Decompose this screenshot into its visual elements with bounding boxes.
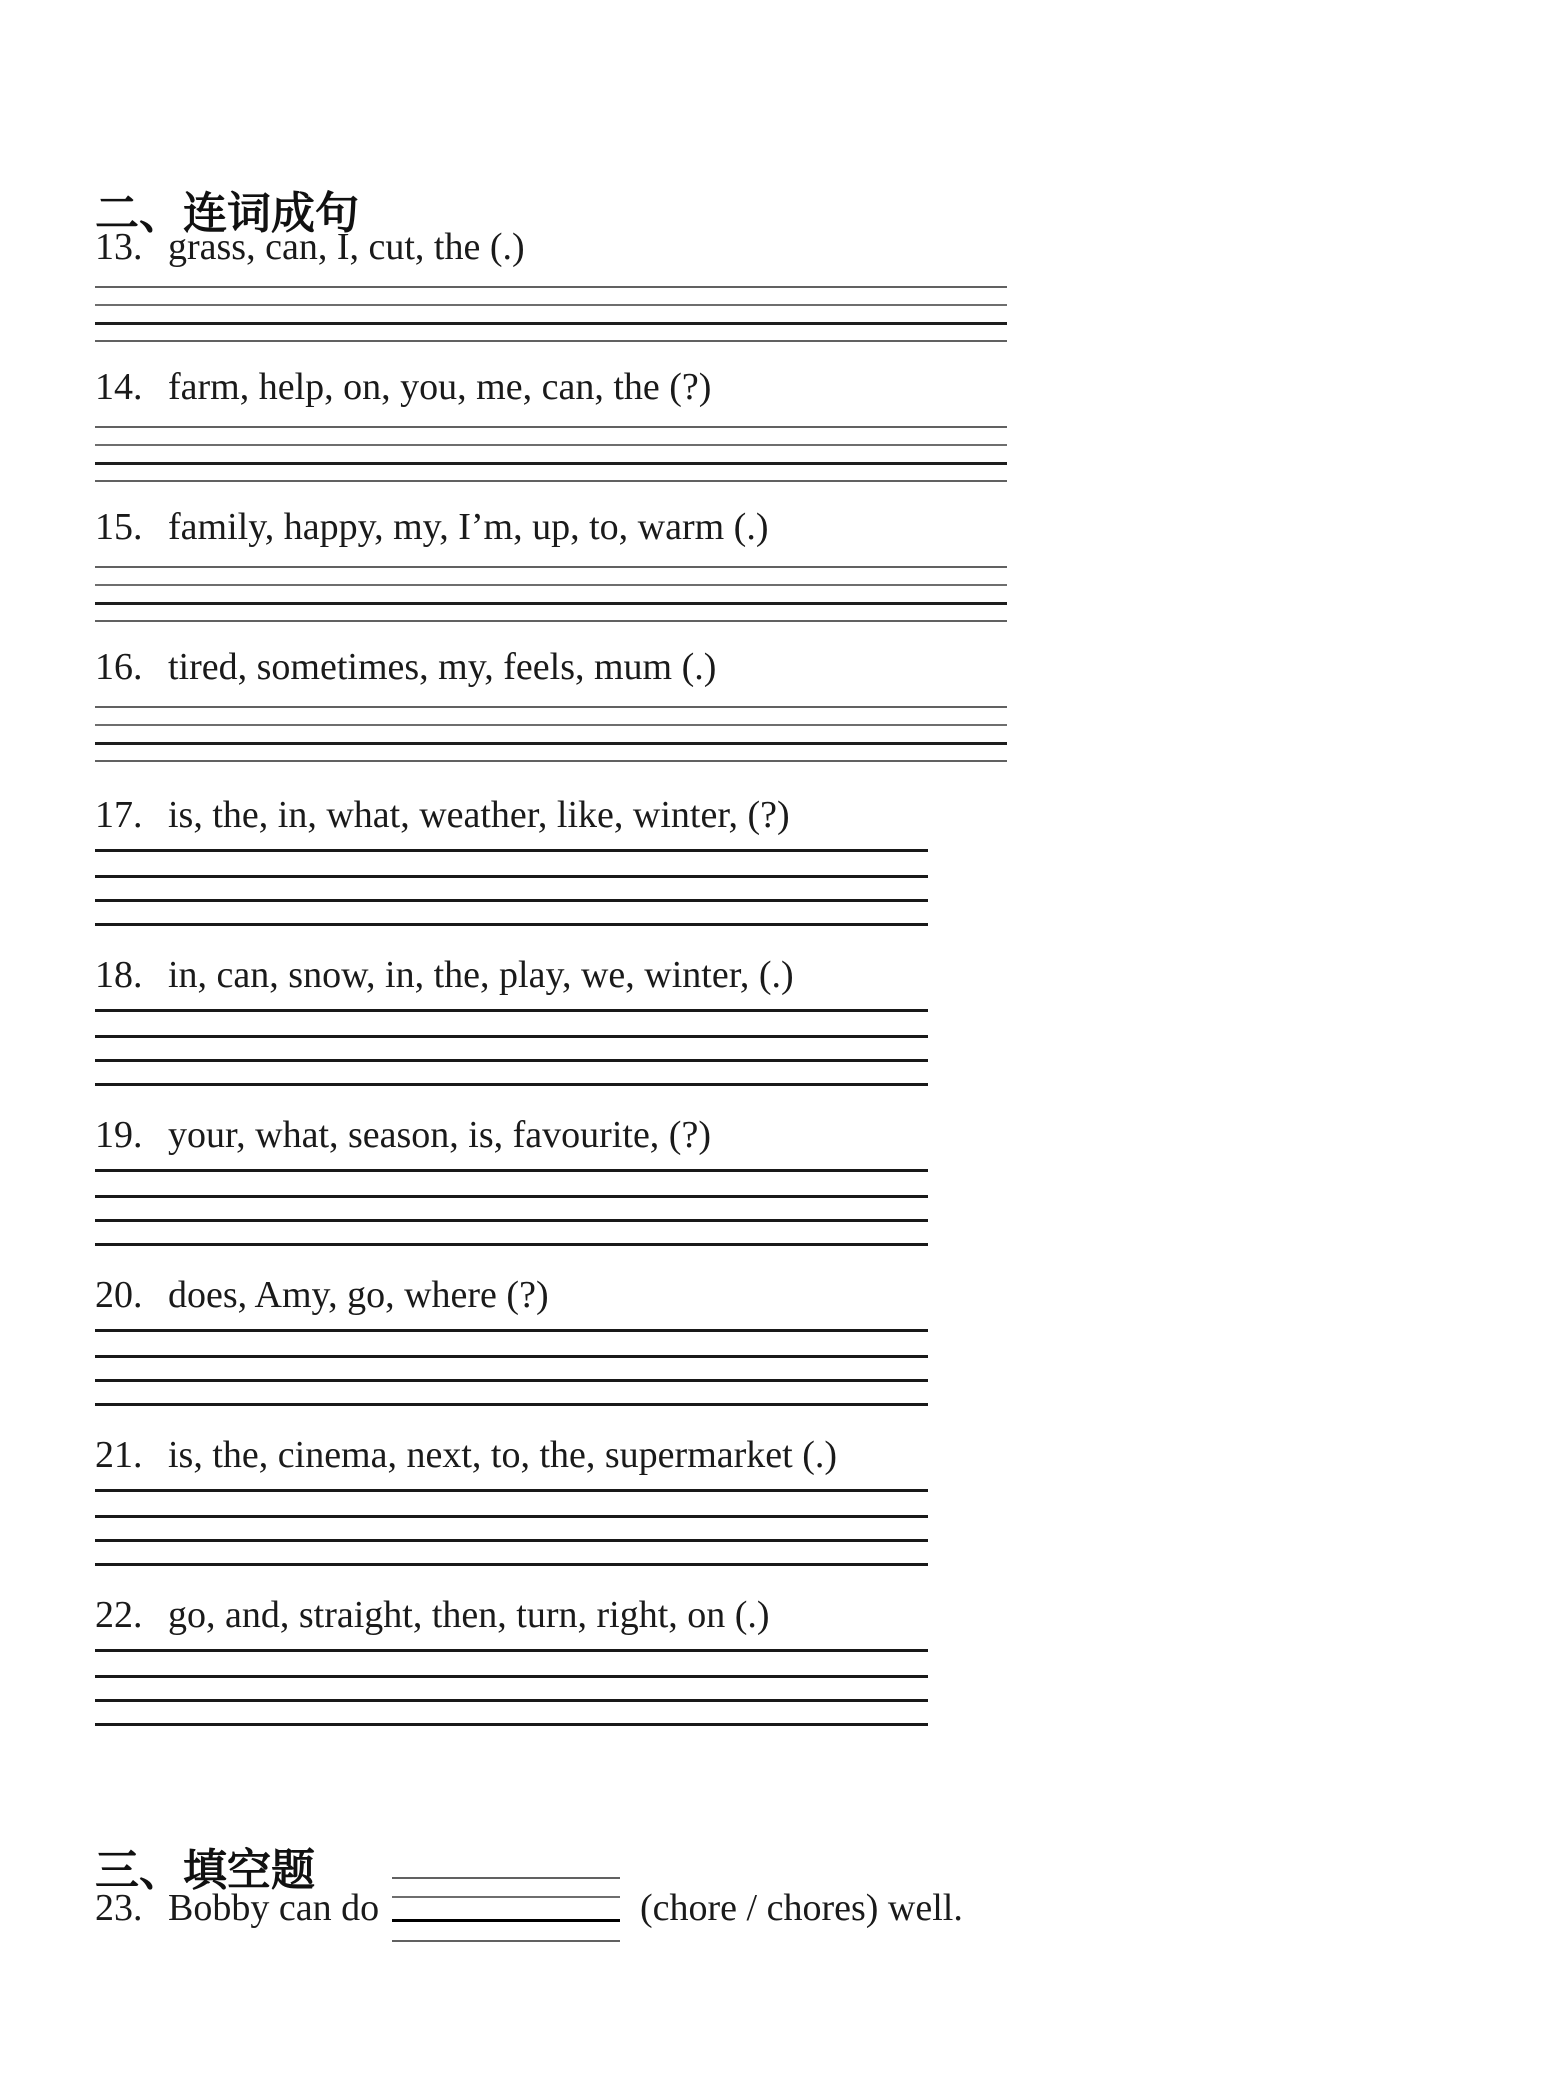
answer-line: [95, 1723, 928, 1726]
answer-line: [95, 849, 928, 852]
question-block: [95, 644, 1135, 764]
answer-line: [95, 1675, 928, 1678]
question-block: [95, 364, 1135, 484]
question-words: farm, help, on, you, me, can, the (?): [168, 366, 712, 408]
section-heading-rearrange: 二、连词成句: [95, 188, 359, 238]
answer-line: [95, 923, 928, 926]
answer-line: [95, 1169, 928, 1172]
answer-line: [95, 1219, 928, 1222]
question-words: is, the, in, what, weather, like, winter, (?): [168, 794, 790, 836]
answer-line: [95, 480, 1007, 482]
answer-line: [95, 602, 1007, 605]
answer-line: [95, 724, 1007, 726]
answer-line: [95, 1035, 928, 1038]
answer-blank-line: [392, 1940, 620, 1942]
answer-line: [95, 584, 1007, 586]
question-words: tired, sometimes, my, feels, mum (.): [168, 646, 717, 688]
question-text: [95, 224, 525, 270]
question-words: family, happy, my, I’m, up, to, warm (.): [168, 506, 769, 548]
question-words: your, what, season, is, favourite, (?): [168, 1114, 711, 1156]
answer-line: [95, 1355, 928, 1358]
question-text: [95, 364, 711, 410]
fill-after-text: (chore / chores) well.: [640, 1887, 963, 1929]
question-number: 13.: [95, 226, 143, 268]
answer-line: [95, 875, 928, 878]
answer-line: [95, 1403, 928, 1406]
question-text: [95, 792, 790, 838]
answer-line: [95, 1083, 928, 1086]
answer-blank-line: [392, 1877, 620, 1879]
question-number: 16.: [95, 646, 143, 688]
question-block: [95, 1112, 1135, 1247]
answer-line: [95, 1539, 928, 1542]
fill-question-number: 23.: [95, 1887, 143, 1929]
answer-line: [95, 742, 1007, 745]
question-block: [95, 1272, 1135, 1407]
question-number: 15.: [95, 506, 143, 548]
question-text: [95, 504, 768, 550]
answer-line: [95, 760, 1007, 762]
question-text: [95, 644, 716, 690]
answer-line: [95, 1379, 928, 1382]
answer-line: [95, 1489, 928, 1492]
answer-line: [95, 620, 1007, 622]
answer-line: [95, 899, 928, 902]
question-number: 22.: [95, 1594, 143, 1636]
answer-line: [95, 1329, 928, 1332]
question-words: grass, can, I, cut, the (.): [168, 226, 525, 268]
question-block: [95, 1432, 1135, 1567]
answer-line: [95, 566, 1007, 568]
question-words: is, the, cinema, next, to, the, supermarket (.): [168, 1434, 838, 1476]
answer-line: [95, 1059, 928, 1062]
answer-line: [95, 1515, 928, 1518]
question-block: [95, 952, 1135, 1087]
answer-line: [95, 1563, 928, 1566]
answer-blank-line: [392, 1896, 620, 1898]
answer-line: [95, 1243, 928, 1246]
question-block: [95, 504, 1135, 624]
answer-line: [95, 462, 1007, 465]
answer-line: [95, 1699, 928, 1702]
answer-line: [95, 304, 1007, 306]
question-number: 21.: [95, 1434, 143, 1476]
question-text: [95, 1112, 711, 1158]
answer-line: [95, 706, 1007, 708]
question-block: [95, 224, 1135, 344]
question-text: [95, 1592, 770, 1638]
question-number: 17.: [95, 794, 143, 836]
answer-line: [95, 1649, 928, 1652]
question-text: [95, 1432, 837, 1478]
question-words: go, and, straight, then, turn, right, on (.): [168, 1594, 770, 1636]
question-text: [95, 1272, 549, 1318]
answer-line: [95, 1195, 928, 1198]
answer-line: [95, 426, 1007, 428]
question-text: [95, 952, 794, 998]
section-heading-fill-blank: 三、填空题: [95, 1845, 315, 1895]
question-block: [95, 1592, 1135, 1727]
answer-blank-line: [392, 1919, 620, 1922]
fill-before-text: Bobby can do: [168, 1887, 380, 1929]
question-words: does, Amy, go, where (?): [168, 1274, 549, 1316]
answer-line: [95, 322, 1007, 325]
answer-line: [95, 340, 1007, 342]
question-number: 14.: [95, 366, 143, 408]
question-words: in, can, snow, in, the, play, we, winter, (.): [168, 954, 794, 996]
answer-blank: [392, 1870, 620, 1944]
question-block: [95, 792, 1135, 927]
question-number: 18.: [95, 954, 143, 996]
question-number: 19.: [95, 1114, 143, 1156]
question-number: 20.: [95, 1274, 143, 1316]
answer-line: [95, 286, 1007, 288]
answer-line: [95, 444, 1007, 446]
answer-line: [95, 1009, 928, 1012]
